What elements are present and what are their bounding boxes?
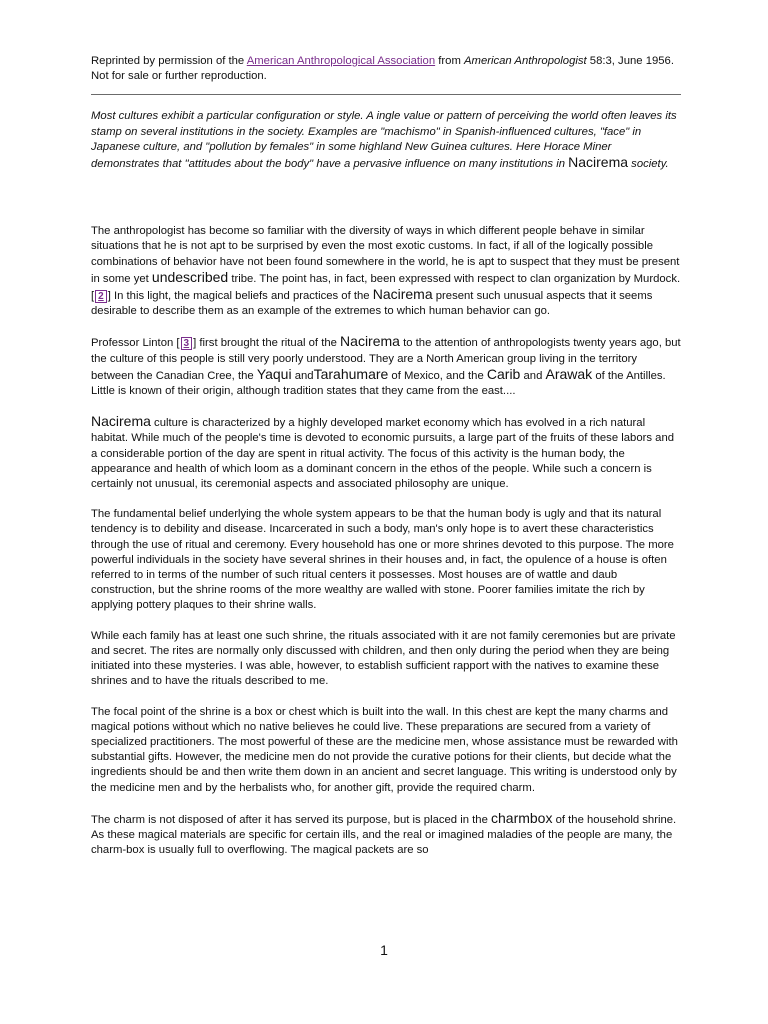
p1-term-undescribed: undescribed: [151, 268, 229, 285]
p2-term-arawak: Arawak: [545, 365, 593, 382]
footnote-link-3[interactable]: 3: [181, 337, 193, 350]
paragraph-1: The anthropologist has become so familiar with the diversity of ways in which different people behave in similar situations that he is not apt to be surprised by even the most exotic customs. In fact, if all of the logically possible combinations of behavior have not been found somewhere in the world, he is apt to suspect that they must be present in some yet undescribed tribe. The point has, in fact, been expressed with respect to clan organization by Murdock.[ 2 ] In this light, the magical beliefs and practices of the Nacirema present such unusual aspects that it seems desirable to describe them as an example of the extremes to which human behavior can go.: [91, 225, 681, 318]
p3-term-nacirema: Nacirema: [91, 413, 151, 430]
abstract-paragraph: [91, 109, 681, 172]
p7-text-a: The charm is not disposed of after it has served its purpose, but is placed in the: [91, 813, 491, 826]
p2-text-e: of the Antilles. Little is known of their origin, although tradition states that they came from the east....: [91, 369, 666, 398]
p2-text-b: ] first brought the ritual of the: [193, 337, 341, 350]
paragraph-3: [91, 414, 681, 492]
p1-text-a: The anthropologist has become so familiar with the diversity of ways in which different people behave in similar situations that he is not apt to be surprised by even the most exotic customs. In fact, if all of the logically possible combinations of behavior have not been found somewhere in the world, he is apt to suspect that they must be present in some yet: [91, 225, 680, 285]
paragraph-5: While each family has at least one such shrine, the rituals associated with it are not family ceremonies but are private and secret. The rites are normally only discussed with children, and then only during the period when they are being initiated into these mysteries. I was able, however, to establish sufficient rapport with the natives to examine these shrines and to have the rituals described to me.: [91, 629, 676, 688]
journal-title: American Anthropologist: [464, 55, 587, 67]
p2-text-c: to the attention of anthropologists twenty years ago, but the culture of this people is still very poorly understood. They are a North American group living in the territory between the Canadian Cree, the: [91, 337, 681, 382]
footnote-link-2[interactable]: 2: [95, 290, 107, 303]
paragraph-2: [91, 334, 681, 399]
p2-and-1: and: [291, 369, 314, 382]
p2-and-2: and: [520, 369, 546, 382]
p3-text: culture is characterized by a highly developed market economy which has evolved in a rich natural habitat. While much of the people's time is devoted to economic pursuits, a large part of the fruits of these labors and a considerable portion of the day are spent in ritual activity. The focus of this activity is the human body, the appearance and health of which loom as a dominant concern in the ethos of the people. While such a concern is certainly not unusual, its ceremonial aspects and associated philosophy are unique.: [91, 417, 675, 491]
p2-term-tarahumare: Tarahumare: [313, 365, 389, 382]
reprint-suffix: 58:3, June 1956. Not for sale or further reproduction.: [91, 55, 674, 83]
abstract-term: Nacirema: [568, 154, 629, 171]
paragraph-6: The focal point of the shrine is a box or chest which is built into the wall. In this chest are kept the many charms and magical potions without which no native believes he could live. These preparations are secured from a variety of specialized practitioners. The most powerful of these are the medicine men, whose assistance must be rewarded with substantial gifts. However, the medicine men do not provide the curative potions for their clients, but decide what the ingredients should be and then write them down in an ancient and secret language. This writing is understood only by the medicine men and by the herbalists who, for another gift, provide the required charm.: [91, 705, 678, 794]
p2-term-nacirema: Nacirema: [340, 333, 400, 350]
association-link[interactable]: American Anthropological Association: [246, 55, 436, 67]
p7-term-charmbox: charmbox: [491, 809, 553, 826]
document-page: [91, 54, 681, 858]
abstract-end: society.: [628, 158, 669, 171]
p2-text-d: of Mexico, and the: [388, 369, 487, 382]
p2-term-carib: Carib: [486, 365, 521, 382]
abstract-text: Most cultures exhibit a particular configuration or style. A ingle value or pattern of perceiving the world often leaves its stamp on several institutions in the society. Examples are "machismo" in Spanish-influenced cultures, "face" in Japanese culture, and "pollution by females" in some highland New Guinea cultures. Here Horace Miner demonstrates that "attitudes about the body" have a pervasive influence on many institutions in: [91, 110, 677, 171]
p2-text-a: Professor Linton [: [91, 337, 180, 350]
p1-term-nacirema: Nacirema: [372, 286, 433, 303]
p1-text-b: tribe. The point has, in fact, been expressed with respect to clan organization by Murdock.: [228, 272, 681, 285]
p1-text-c: In this light, the magical beliefs and practices of the: [110, 290, 373, 303]
reprint-notice: [91, 54, 681, 84]
paragraph-4: The fundamental belief underlying the whole system appears to be that the human body is ugly and that its natural tendency is to debility and disease. Incarcerated in such a body, man's only hope is to avert these characteristics through the use of ritual and ceremony. Every household has one or more shrines devoted to this purpose. The more powerful individuals in the society have several shrines in their houses and, in fact, the opulence of a house is often referred to in terms of the number of such ritual centers it possesses. Most houses are of wattle and daub construction, but the shrine rooms of the more wealthy are walled with stone. Poorer families imitate the rich by applying pottery plaques to their shrine walls.: [91, 508, 674, 612]
reprint-from: from: [435, 55, 464, 67]
reprint-prefix: Reprinted by permission of the: [91, 55, 247, 67]
page-number: 1: [380, 942, 388, 958]
header-divider: [91, 94, 681, 95]
p7-text-b: of the household shrine. As these magical materials are specific for certain ills, and the real or imagined maladies of the people are many, the charm-box is usually full to overflowing. The magical packets are so: [91, 813, 677, 857]
p2-term-yaqui: Yaqui: [256, 365, 292, 382]
paragraph-7: [91, 811, 681, 859]
p1-text-d: present such unusual aspects that it seems desirable to describe them as an example of the extremes to which human behavior can go.: [91, 290, 653, 318]
